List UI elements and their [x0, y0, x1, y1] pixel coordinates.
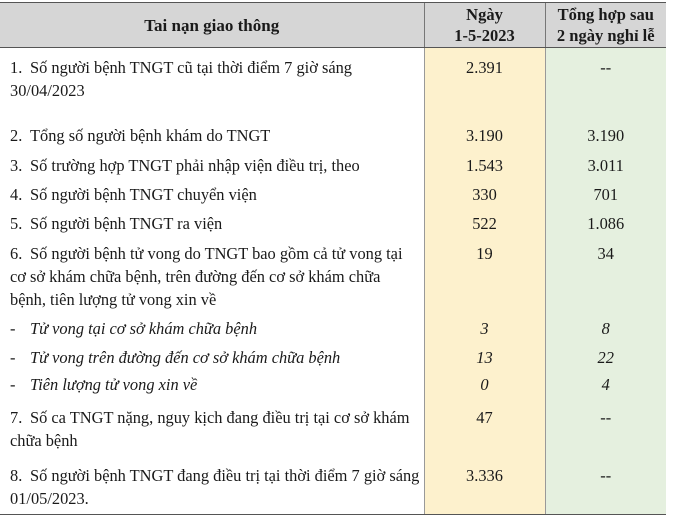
row-total-value: -- [545, 402, 666, 460]
table-row [0, 402, 666, 460]
row-day-value: 330 [424, 183, 545, 212]
row-label: 2. Tổng số người bệnh khám do TNGT [10, 126, 271, 145]
table-row [0, 460, 666, 515]
row-total-value: 3.190 [545, 118, 666, 153]
row-day-value: 1.543 [424, 153, 545, 183]
table-row [0, 183, 666, 212]
table-row [0, 241, 666, 313]
table-row [0, 48, 666, 119]
row-label: - Tiên lượng tử vong xin về [10, 375, 198, 394]
row-total-value: 3.011 [545, 153, 666, 183]
row-day-value: 47 [424, 402, 545, 460]
row-label: 3. Số trường hợp TNGT phải nhập viện điều trị, theo [10, 156, 360, 175]
row-total-value: 701 [545, 183, 666, 212]
table-row [0, 313, 666, 344]
row-label: 4. Số người bệnh TNGT chuyển viện [10, 185, 257, 204]
row-label: - Tử vong tại cơ sở khám chữa bệnh [10, 319, 258, 338]
row-label: 6. Số người bệnh tử vong do TNGT bao gồm cả tử vong tại cơ sở khám chữa bệnh, trên đường đến cơ sở khám chữa bệnh, tiên lượng tử vong xin về [10, 244, 403, 309]
row-day-value: 13 [424, 344, 545, 373]
header-total: Tổng hợp sau 2 ngày nghỉ lễ [545, 3, 666, 48]
row-total-value: 1.086 [545, 212, 666, 241]
row-label: 8. Số người bệnh TNGT đang điều trị tại thời điểm 7 giờ sáng 01/05/2023. [0, 460, 424, 515]
row-total-value: 4 [545, 373, 666, 402]
row-day-value: 0 [424, 373, 545, 402]
row-day-value: 3.336 [424, 460, 545, 515]
table-row [0, 373, 666, 402]
table-row [0, 153, 666, 183]
header-day: Ngày 1-5-2023 [424, 3, 545, 48]
table-header-row [0, 3, 666, 48]
row-label: - Tử vong trên đường đến cơ sở khám chữa bệnh [10, 348, 341, 367]
row-day-value: 19 [424, 241, 545, 313]
row-total-value: -- [545, 48, 666, 119]
table-row [0, 212, 666, 241]
row-total-value: 22 [545, 344, 666, 373]
row-day-value: 2.391 [424, 48, 545, 119]
row-day-value: 3.190 [424, 118, 545, 153]
row-label: 5. Số người bệnh TNGT ra viện [10, 214, 223, 233]
row-label: 1. Số người bệnh TNGT cũ tại thời điểm 7 giờ sáng 30/04/2023 [10, 58, 353, 100]
row-total-value: 34 [545, 241, 666, 313]
table-row [0, 118, 666, 153]
row-label: 7. Số ca TNGT nặng, nguy kịch đang điều trị tại cơ sở khám chữa bệnh [10, 408, 410, 450]
traffic-accident-table [0, 2, 666, 515]
row-day-value: 522 [424, 212, 545, 241]
row-day-value: 3 [424, 313, 545, 344]
row-total-value: -- [545, 460, 666, 515]
row-total-value: 8 [545, 313, 666, 344]
header-category: Tai nạn giao thông [0, 3, 424, 48]
table-row [0, 344, 666, 373]
